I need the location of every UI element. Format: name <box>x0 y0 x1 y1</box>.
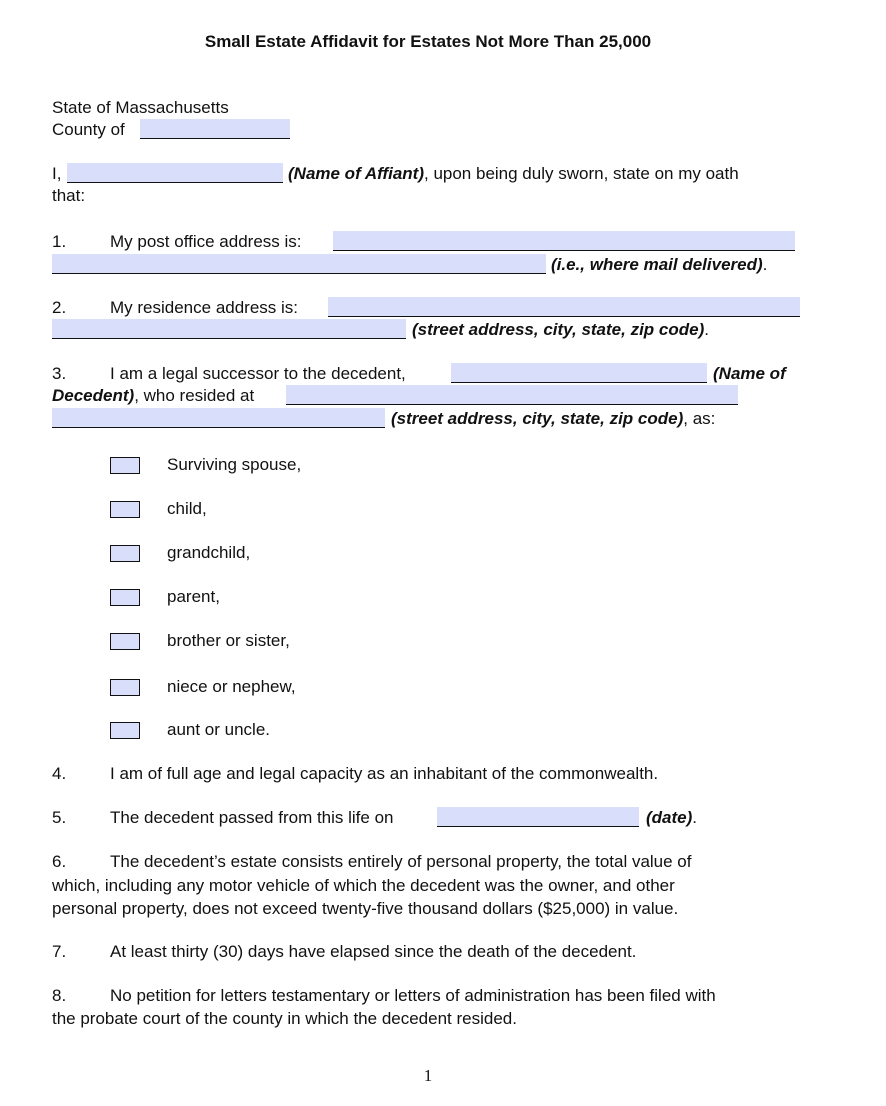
item8-line1: No petition for letters testamentary or letters of administration has been filed with <box>110 986 716 1005</box>
checkbox-aunt-or-uncle[interactable] <box>110 722 140 739</box>
residence-address-field-line2[interactable] <box>52 319 406 339</box>
item1-end: . <box>762 255 768 274</box>
post-office-address-field-line2[interactable] <box>52 254 546 274</box>
residence-address-field[interactable] <box>328 297 800 317</box>
item3-end: , as: <box>683 409 716 428</box>
item3-note: (street address, city, state, zip code) <box>391 409 684 428</box>
relation-label: niece or nephew, <box>167 677 296 696</box>
item5-end: . <box>692 808 698 827</box>
item6-line2: which, including any motor vehicle of which the decedent was the owner, and other <box>52 876 675 895</box>
item6-line1: The decedent’s estate consists entirely of personal property, the total value of <box>110 852 692 871</box>
document-title: Small Estate Affidavit for Estates Not More Than 25,000 <box>204 32 652 51</box>
item5-number: 5. <box>52 808 67 827</box>
checkbox-grandchild[interactable] <box>110 545 140 562</box>
relation-label: parent, <box>167 587 220 606</box>
relation-label: grandchild, <box>167 543 251 562</box>
county-label: County of <box>52 120 125 139</box>
item7-text: At least thirty (30) days have elapsed since the death of the decedent. <box>110 942 637 961</box>
decedent-address-field[interactable] <box>286 385 738 405</box>
item2-end: . <box>704 320 709 339</box>
relation-label: brother or sister, <box>167 631 290 650</box>
item6-number: 6. <box>52 852 67 871</box>
item1-number: 1. <box>52 232 67 251</box>
decedent-name-label-2: Decedent) <box>52 386 135 405</box>
decedent-address-field-line2[interactable] <box>52 408 385 428</box>
item2-note: (street address, city, state, zip code) <box>412 320 705 339</box>
checkbox-parent[interactable] <box>110 589 140 606</box>
decedent-name-field[interactable] <box>451 363 707 383</box>
affiant-text: , upon being duly sworn, state on my oath <box>424 164 739 183</box>
item5-text: The decedent passed from this life on <box>110 808 394 827</box>
state-line: State of Massachusetts <box>52 98 229 117</box>
relation-label: aunt or uncle. <box>167 720 271 739</box>
affiant-text-line2: that: <box>52 186 86 205</box>
item1-note: (i.e., where mail delivered) <box>551 255 763 274</box>
item7-number: 7. <box>52 942 67 961</box>
item4-number: 4. <box>52 764 67 783</box>
checkbox-brother-or-sister[interactable] <box>110 633 140 650</box>
county-field[interactable] <box>140 119 290 139</box>
relation-label: Surviving spouse, <box>167 455 302 474</box>
item3-text: I am a legal successor to the decedent, <box>110 364 406 383</box>
relation-label: child, <box>167 499 207 518</box>
affiant-prefix: I, <box>52 164 62 183</box>
checkbox-surviving-spouse[interactable] <box>110 457 140 474</box>
item2-text: My residence address is: <box>110 298 299 317</box>
affiant-name-label: (Name of Affiant) <box>288 164 424 183</box>
decedent-name-label-1: (Name of <box>713 364 786 383</box>
item2-number: 2. <box>52 298 67 317</box>
item8-number: 8. <box>52 986 67 1005</box>
item3-resided-text: , who resided at <box>134 386 255 405</box>
item5-note: (date) <box>646 808 693 827</box>
item1-text: My post office address is: <box>110 232 302 251</box>
item8-line2: the probate court of the county in which the decedent resided. <box>52 1009 517 1028</box>
item4-text: I am of full age and legal capacity as an inhabitant of the commonwealth. <box>110 764 659 783</box>
checkbox-niece-or-nephew[interactable] <box>110 679 140 696</box>
item6-line3: personal property, does not exceed twenty-five thousand dollars ($25,000) in value. <box>52 899 679 918</box>
item3-number: 3. <box>52 364 67 383</box>
page-number: 1 <box>423 1066 433 1085</box>
affiant-name-field[interactable] <box>67 163 283 183</box>
date-of-death-field[interactable] <box>437 807 639 827</box>
checkbox-child[interactable] <box>110 501 140 518</box>
post-office-address-field[interactable] <box>333 231 795 251</box>
